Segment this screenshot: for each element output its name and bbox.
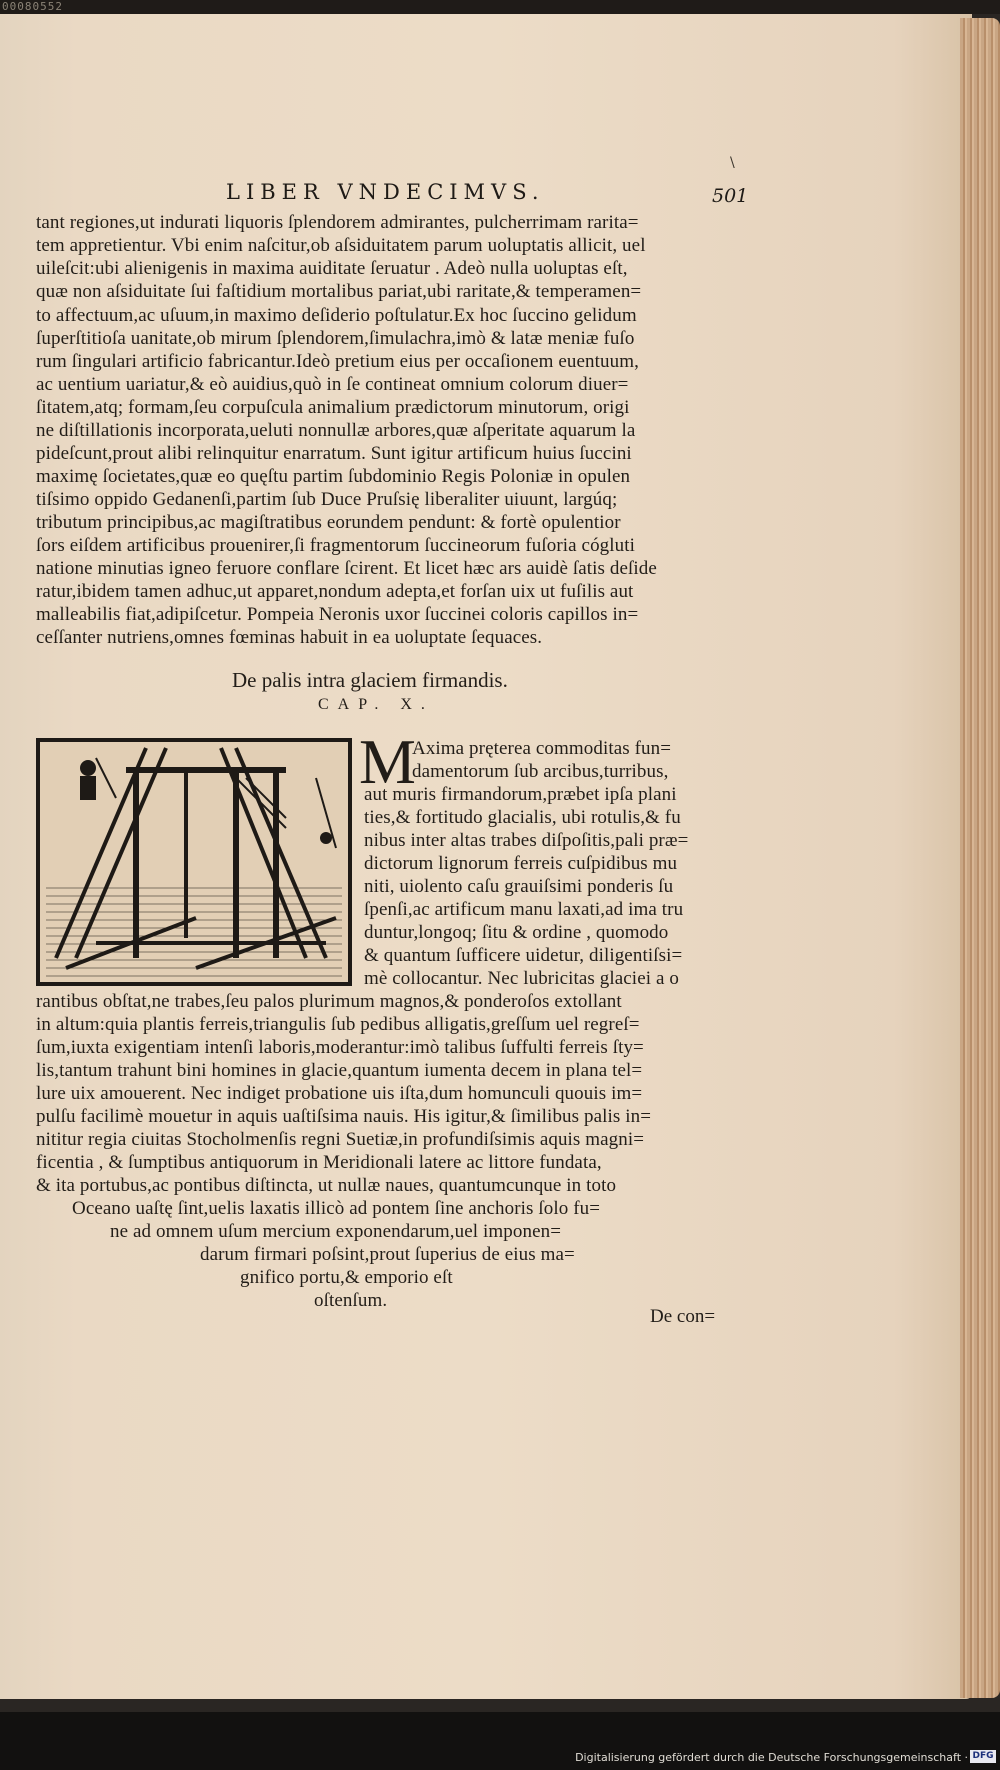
text-line: ſors eiſdem artificibus prouenirer,ſi fragmentorum ſuccineorum fuſoria cógluti	[36, 535, 636, 556]
catchword: De con=	[650, 1306, 716, 1327]
text-line: nibus inter altas trabes diſpoſitis,pali præ=	[364, 830, 689, 851]
top-bar	[0, 0, 1000, 14]
tick-mark: \	[730, 155, 735, 171]
text-line: ſpenſi,ac artificum manu laxati,ad ima tru	[364, 899, 684, 920]
text-line: ratur,ibidem tamen adhuc,ut apparet,nondum adepta,et forſan uix ut fuſilis aut	[36, 581, 634, 602]
text-line: ſuperſtitioſa uanitate,ob mirum ſplendorem,ſimulachra,imò & latæ meniæ fuſo	[36, 328, 635, 349]
text-line: lure uix amouerent. Nec indiget probatione uis iſta,dum homunculi quouis im=	[36, 1083, 643, 1104]
text-line: tem appretientur. Vbi enim naſcitur,ob aſsiduitatem parum uoluptatis allicit, uel	[36, 235, 646, 256]
text-line: gnifico portu,& emporio eſt	[240, 1267, 453, 1288]
text-line: Oceano uaſtę ſint,uelis laxatis illicò ad pontem ſine anchoris ſolo fu=	[72, 1198, 601, 1219]
text-line: damentorum ſub arcibus,turribus,	[412, 761, 669, 782]
text-line: ſitatem,atq; formam,ſeu corpuſcula animalium prædictorum minutorum, origi	[36, 397, 630, 418]
text-line: pideſcunt,prout alibi relinquitur enarratum. Sunt igitur artificum huius ſuccini	[36, 443, 632, 464]
text-line: darum firmari poſsint,prout ſuperius de eius ma=	[200, 1244, 575, 1265]
text-line: ficentia , & ſumptibus antiquorum in Meridionali latere ac littore fundata,	[36, 1152, 602, 1173]
text-line: mè collocantur. Nec lubricitas glaciei a o	[364, 968, 679, 989]
woodcut-illustration	[36, 738, 352, 986]
text-line: lis,tantum trahunt bini homines in glacie,quantum iumenta decem in plana tel=	[36, 1060, 643, 1081]
text-line: in altum:quia plantis ferreis,triangulis ſub pedibus alligatis,greſſum uel regreſ=	[36, 1014, 640, 1035]
text-line: ſum,iuxta exigentiam intenſi laboris,moderantur:imò talibus ſuffulti ferreis ſty=	[36, 1037, 644, 1058]
text-line: & quantum ſufficere uidetur, diligentiſsi=	[364, 945, 683, 966]
chapter-title: De palis intra glaciem firmandis.	[232, 668, 508, 692]
drop-cap-initial: M	[359, 726, 416, 797]
text-line: oſtenſum.	[314, 1290, 388, 1311]
text-line: ceſſanter nutriens,omnes fœminas habuit in ea uoluptate ſequaces.	[36, 627, 543, 648]
text-line: ne diſtillationis incorporata,ueluti nonnullæ arbores,quæ aſperitate aquarum la	[36, 420, 636, 441]
text-line: quæ non aſsiduitate ſui faſtidium mortalibus pariat,ubi raritate,& temperamen=	[36, 281, 642, 302]
text-line: ne ad omnem uſum mercium exponendarum,uel imponen=	[110, 1221, 562, 1242]
text-line: malleabilis fiat,adipiſcetur. Pompeia Neronis uxor ſuccinei coloris capillos in=	[36, 604, 639, 625]
text-line: uileſcit:ubi alienigenis in maxima auiditate ſeruatur . Adeò nulla uoluptas eſt,	[36, 258, 628, 279]
text-line: nititur regia ciuitas Stocholmenſis regni Suetiæ,in profundiſsimis aquis magni=	[36, 1129, 645, 1150]
folio-number: 501	[712, 185, 749, 207]
text-line: ties,& fortitudo glacialis, ubi rotulis,& fu	[364, 807, 681, 828]
text-line: tiſsimo oppido Gedanenſi,partim ſub Duce Pruſsię liberaliter uiuunt, largúq;	[36, 489, 618, 510]
text-line: pulſu facilimè mouetur in aquis uaſtiſsima nauis. His igitur,& ſimilibus palis in=	[36, 1106, 652, 1127]
text-line: duntur,longoq; ſitu & ordine , quomodo	[364, 922, 669, 943]
text-line: Axima pręterea commoditas fun=	[412, 738, 672, 759]
text-line: tributum principibus,ac magiſtratibus eorundem pendunt: & fortè opulentior	[36, 512, 621, 533]
page-edge	[960, 18, 1000, 1698]
text-line: niti, uiolento caſu grauiſsimi ponderis ſu	[364, 876, 674, 897]
text-line: maximę ſocietates,quæ eo quęſtu partim ſubdominio Regis Poloniæ in opulen	[36, 466, 631, 487]
text-line: aut muris firmandorum,præbet ipſa plani	[364, 784, 677, 805]
text-line: natione minutias igneo feruore conflare ſcirent. Et licet hæc ars auidè ſatis deſide	[36, 558, 657, 579]
text-line: tant regiones,ut indurati liquoris ſplendorem admirantes, pulcherrimam rarita=	[36, 212, 639, 233]
running-head: LIBER VNDECIMVS.	[226, 180, 545, 204]
text-line: & ita portubus,ac pontibus diſtincta, ut nullæ naues, quantumcunque in toto	[36, 1175, 617, 1196]
scan-id: 00080552	[2, 0, 63, 13]
text-line: dictorum lignorum ferreis cuſpidibus mu	[364, 853, 678, 874]
text-line: to affectuum,ac uſuum,in maximo deſiderio poſtulatur.Ex hoc ſuccino gelidum	[36, 305, 637, 326]
text-line: ac uentium uariatur,& eò auidius,quò in ſe contineat omnium colorum diuer=	[36, 374, 629, 395]
text-line: rum ſingulari artificio fabricantur.Ideò pretium eius per occaſionem euentuum,	[36, 351, 639, 372]
footer-credit: Digitalisierung gefördert durch die Deutsche Forschungsgemeinschaft ·	[575, 1751, 968, 1764]
text-line: rantibus obſtat,ne trabes,ſeu palos plurimum magnos,& ponderoſos extollant	[36, 991, 622, 1012]
chapter-number: CAP. X.	[318, 696, 434, 713]
dfg-logo-icon[interactable]: DFG	[970, 1750, 996, 1763]
